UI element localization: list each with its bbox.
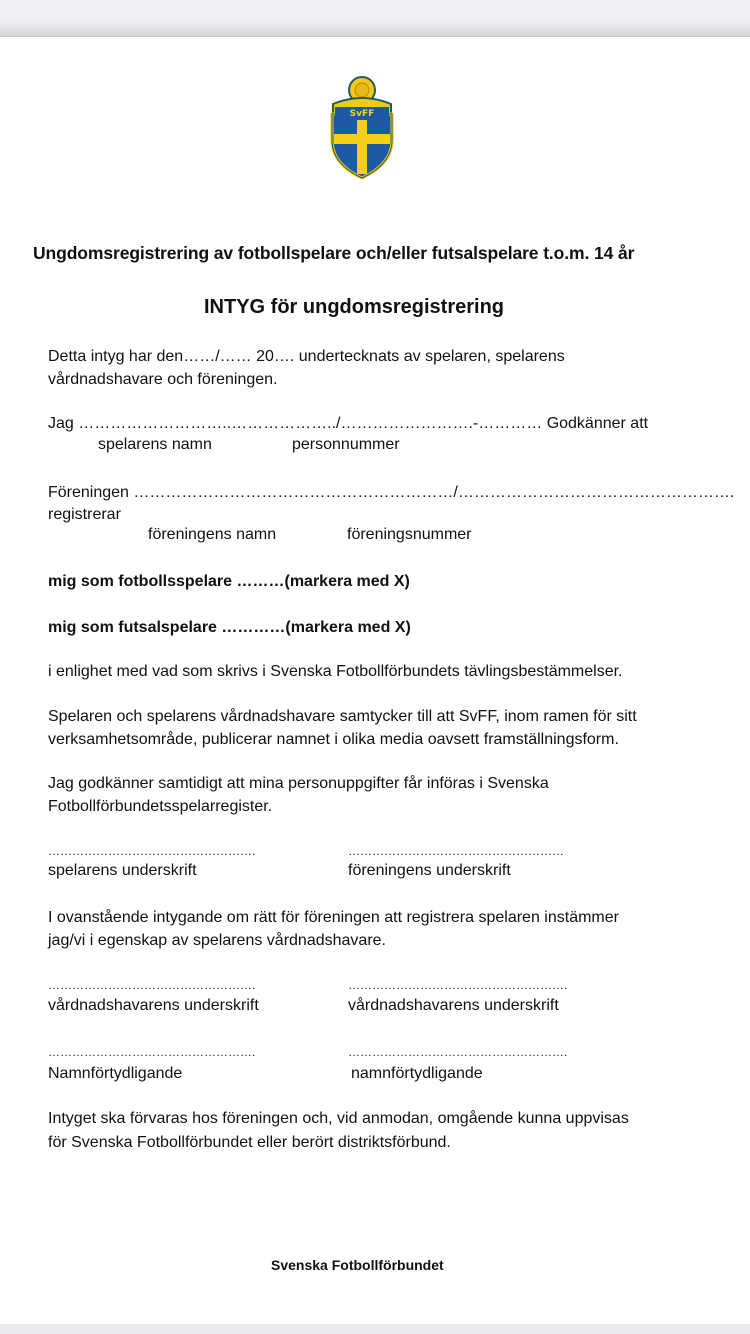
- viewer-bottom-bar: [0, 1324, 750, 1334]
- player-signature-line[interactable]: …………………………………………….: [48, 844, 256, 858]
- document-footer: Svenska Fotbollförbundet: [271, 1257, 444, 1273]
- club-registers-text: registrerar: [48, 506, 121, 523]
- option-futsal[interactable]: mig som futsalspelare …………(markera med X): [48, 619, 411, 636]
- storage-line-2: för Svenska Fotbollförbundet eller berört distriktsförbund.: [48, 1134, 451, 1151]
- player-fill-line[interactable]: Jag ………………………..………………../…………………….-………… Godkänner att: [48, 415, 649, 432]
- viewer-top-bar: [0, 0, 750, 37]
- consent-line-1: Spelaren och spelarens vårdnadshavare samtycker till att SvFF, inom ramen för sitt: [48, 708, 637, 725]
- label-club-number: föreningsnummer: [347, 526, 472, 543]
- label-name-clarification-1: Namnförtydligande: [48, 1065, 183, 1082]
- rules-text: i enlighet med vad som skrivs i Svenska Fotbollförbundets tävlingsbestämmelser.: [48, 663, 623, 680]
- label-player-signature: spelarens underskrift: [48, 862, 197, 879]
- label-club-signature: föreningens underskrift: [348, 862, 511, 879]
- label-club-name: föreningens namn: [148, 526, 277, 543]
- svff-crest-icon: [329, 74, 395, 180]
- label-guardian1-signature: vårdnadshavarens underskrift: [48, 997, 259, 1014]
- guardian-line-2: jag/vi i egenskap av spelarens vårdnadshavare.: [48, 932, 386, 949]
- guardian2-signature-line[interactable]: ……………………………………………….: [348, 978, 568, 992]
- intro-line-2: vårdnadshavare och föreningen.: [48, 371, 278, 388]
- label-player-name: spelarens namn: [98, 436, 212, 453]
- label-personnummer: personnummer: [292, 436, 400, 453]
- storage-line-1: Intyget ska förvaras hos föreningen och, vid anmodan, omgående kunna uppvisas: [48, 1110, 629, 1127]
- label-guardian2-signature: vårdnadshavarens underskrift: [348, 997, 559, 1014]
- label-name-clarification-2: namnförtydligande: [351, 1065, 483, 1082]
- intro-line-1: Detta intyg har den……/…… 20…. undertecknats av spelaren, spelarens: [48, 348, 565, 365]
- document-heading: Ungdomsregistrering av fotbollspelare och/eller futsalspelare t.o.m. 14 år: [33, 243, 635, 263]
- guardian-line-1: I ovanstående intygande om rätt för föreningen att registrera spelaren instämmer: [48, 909, 619, 926]
- gdpr-line-2: Fotbollförbundetsspelarregister.: [48, 798, 273, 815]
- club-signature-line[interactable]: ………………………………………………: [348, 844, 564, 858]
- option-football[interactable]: mig som fotbollsspelare ………(markera med X): [48, 573, 410, 590]
- svg-text:SvFF: SvFF: [349, 109, 375, 119]
- guardian1-signature-line[interactable]: …………………………………………….: [48, 978, 256, 992]
- document-title: INTYG för ungdomsregistrering: [204, 296, 505, 318]
- guardian1-name-line[interactable]: …………………………………………….: [48, 1045, 256, 1059]
- gdpr-line-1: Jag godkänner samtidigt att mina personuppgifter får införas i Svenska: [48, 775, 549, 792]
- consent-line-2: verksamhetsområde, publicerar namnet i olika media oavsett framställningsform.: [48, 731, 619, 748]
- guardian2-name-line[interactable]: ……………………………………………….: [348, 1045, 568, 1059]
- club-fill-line[interactable]: Föreningen ……………………………………………………/…………………………………………….: [48, 484, 735, 501]
